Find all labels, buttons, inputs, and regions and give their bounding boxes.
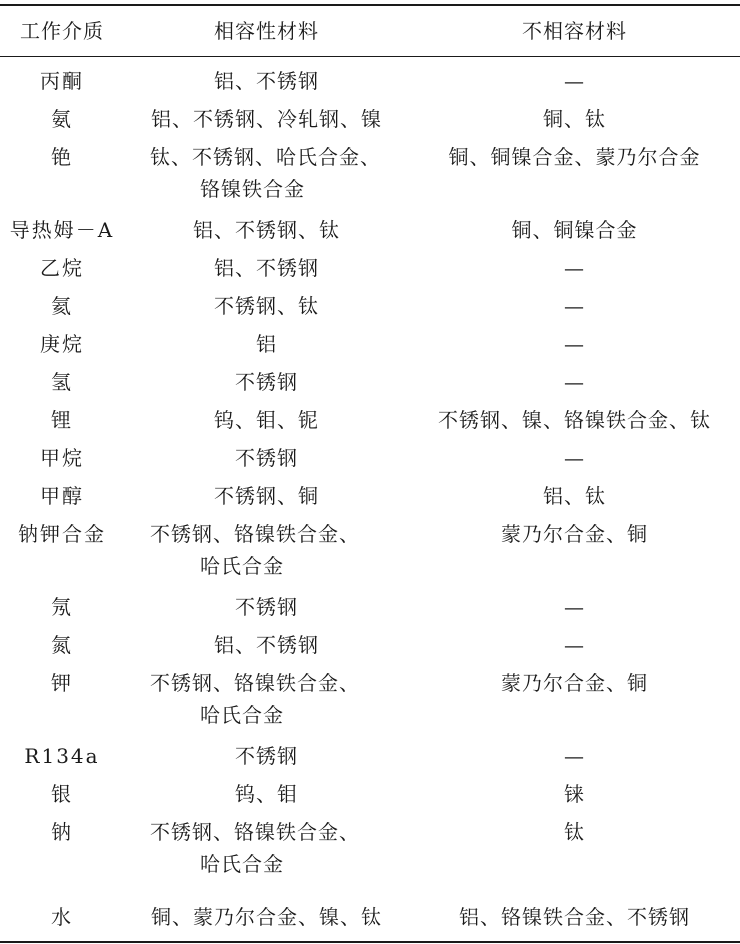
cell-incompatible-materials: 蒙乃尔合金、铜 <box>501 522 648 546</box>
compatible-line: 哈氏合金 <box>200 852 284 876</box>
cell-incompatible-materials: — <box>564 446 585 470</box>
compatible-line: 不锈钢、铬镍铁合金、 <box>150 522 360 546</box>
cell-incompatible-materials: — <box>564 332 585 356</box>
table-row <box>0 290 740 328</box>
cell-working-medium: 氮 <box>51 633 73 657</box>
cell-working-medium: 氨 <box>51 107 73 131</box>
compatible-line: 铝、不锈钢 <box>214 69 319 93</box>
table-row <box>0 816 740 889</box>
cell-working-medium: 氦 <box>51 294 73 318</box>
cell-working-medium: 铯 <box>51 145 73 169</box>
cell-incompatible-materials: — <box>564 595 585 619</box>
table-row <box>0 141 740 214</box>
compatible-text <box>124 442 409 474</box>
compatible-line: 不锈钢、铬镍铁合金、 <box>150 671 360 695</box>
compatible-line: 铝、不锈钢、钛 <box>193 218 340 242</box>
cell-incompatible-materials: 不锈钢、镍、铬镍铁合金、钛 <box>438 408 711 432</box>
compatible-text <box>124 328 409 360</box>
cell-incompatible-materials: — <box>564 69 585 93</box>
compatible-line: 铝 <box>256 332 277 356</box>
cell-compatible-materials <box>124 366 409 404</box>
compatible-text <box>124 214 409 246</box>
table-row <box>0 366 740 404</box>
compatible-text <box>124 901 409 933</box>
cell-working-medium: R134a <box>24 744 100 768</box>
compatible-line: 钨、钼、铌 <box>214 408 319 432</box>
table-row <box>0 252 740 290</box>
table-row <box>0 889 740 942</box>
cell-compatible-materials <box>124 816 409 889</box>
table-row <box>0 629 740 667</box>
cell-incompatible-materials: 钛 <box>564 820 585 844</box>
compatible-text <box>124 816 409 880</box>
cell-working-medium: 水 <box>51 905 73 929</box>
table-row <box>0 740 740 778</box>
compatible-text <box>124 629 409 661</box>
table-row <box>0 404 740 442</box>
header-compatible-materials: 相容性材料 <box>214 19 319 43</box>
cell-incompatible-materials: — <box>564 256 585 280</box>
header-working-medium: 工作介质 <box>20 19 104 43</box>
cell-working-medium: 庚烷 <box>40 332 84 356</box>
cell-compatible-materials <box>124 889 409 942</box>
cell-working-medium: 氢 <box>51 370 73 394</box>
compatible-line: 哈氏合金 <box>200 703 284 727</box>
cell-working-medium: 钠 <box>51 820 73 844</box>
compatible-line: 不锈钢、钛 <box>214 294 319 318</box>
compatible-text <box>124 252 409 284</box>
compatibility-table <box>0 4 740 943</box>
table-header-row <box>0 5 740 57</box>
table-row <box>0 518 740 591</box>
cell-working-medium: 锂 <box>51 408 73 432</box>
cell-compatible-materials <box>124 214 409 252</box>
compatible-text <box>124 480 409 512</box>
compatible-line: 哈氏合金 <box>200 554 284 578</box>
table-row <box>0 103 740 141</box>
compatible-line: 钨、钼 <box>235 782 298 806</box>
table-row <box>0 214 740 252</box>
cell-compatible-materials <box>124 252 409 290</box>
compatible-text <box>124 103 409 135</box>
compatible-line: 不锈钢 <box>235 446 298 470</box>
compatible-text <box>124 667 409 731</box>
compatible-line: 不锈钢 <box>235 595 298 619</box>
cell-compatible-materials <box>124 629 409 667</box>
compatible-line: 铝、不锈钢 <box>214 256 319 280</box>
compatible-text <box>124 778 409 810</box>
cell-working-medium: 甲醇 <box>40 484 84 508</box>
compatible-line: 不锈钢、铬镍铁合金、 <box>150 820 360 844</box>
compatible-text <box>124 404 409 436</box>
cell-incompatible-materials: 铜、铜镍合金 <box>511 218 638 242</box>
compatible-text <box>124 591 409 623</box>
cell-incompatible-materials: — <box>564 633 585 657</box>
table-row <box>0 328 740 366</box>
cell-working-medium: 氖 <box>51 595 73 619</box>
cell-incompatible-materials: — <box>564 744 585 768</box>
cell-compatible-materials <box>124 290 409 328</box>
cell-compatible-materials <box>124 591 409 629</box>
cell-compatible-materials <box>124 667 409 740</box>
cell-compatible-materials <box>124 518 409 591</box>
cell-working-medium: 银 <box>51 782 73 806</box>
cell-compatible-materials <box>124 480 409 518</box>
compatible-text <box>124 141 409 205</box>
cell-working-medium: 甲烷 <box>40 446 84 470</box>
table-row <box>0 442 740 480</box>
table-row <box>0 480 740 518</box>
cell-working-medium: 导热姆－A <box>9 218 115 242</box>
cell-compatible-materials <box>124 103 409 141</box>
compatible-text <box>124 740 409 772</box>
cell-compatible-materials <box>124 57 409 104</box>
compatible-line: 铬镍铁合金 <box>200 177 305 201</box>
cell-compatible-materials <box>124 141 409 214</box>
cell-working-medium: 丙酮 <box>40 69 84 93</box>
cell-incompatible-materials: 铜、铜镍合金、蒙乃尔合金 <box>448 145 701 169</box>
compatible-line: 不锈钢 <box>235 370 298 394</box>
cell-incompatible-materials: 铼 <box>564 782 585 806</box>
cell-working-medium: 乙烷 <box>40 256 84 280</box>
compatible-line: 铝、不锈钢 <box>214 633 319 657</box>
cell-incompatible-materials: 铜、钛 <box>543 107 606 131</box>
compatible-line: 不锈钢、铜 <box>214 484 319 508</box>
compatible-text <box>124 290 409 322</box>
compatible-text <box>124 366 409 398</box>
cell-working-medium: 钾 <box>51 671 73 695</box>
table-body <box>0 57 740 943</box>
cell-compatible-materials <box>124 328 409 366</box>
cell-compatible-materials <box>124 404 409 442</box>
cell-compatible-materials <box>124 740 409 778</box>
header-incompatible-materials: 不相容材料 <box>522 19 627 43</box>
compatible-text <box>124 65 409 97</box>
cell-compatible-materials <box>124 442 409 480</box>
cell-incompatible-materials: — <box>564 370 585 394</box>
cell-working-medium: 钠钾合金 <box>18 522 106 546</box>
table-row <box>0 778 740 816</box>
table-row <box>0 667 740 740</box>
cell-incompatible-materials: 蒙乃尔合金、铜 <box>501 671 648 695</box>
compatible-line: 钛、不锈钢、哈氏合金、 <box>150 145 381 169</box>
compatible-line: 不锈钢 <box>235 744 298 768</box>
cell-incompatible-materials: — <box>564 294 585 318</box>
compatible-line: 铝、不锈钢、冷轧钢、镍 <box>151 107 382 131</box>
cell-compatible-materials <box>124 778 409 816</box>
table-row <box>0 57 740 104</box>
cell-incompatible-materials: 铝、铬镍铁合金、不锈钢 <box>459 905 690 929</box>
compatible-line: 铜、蒙乃尔合金、镍、钛 <box>151 905 382 929</box>
table-row <box>0 591 740 629</box>
cell-incompatible-materials: 铝、钛 <box>543 484 606 508</box>
compatible-text <box>124 518 409 582</box>
